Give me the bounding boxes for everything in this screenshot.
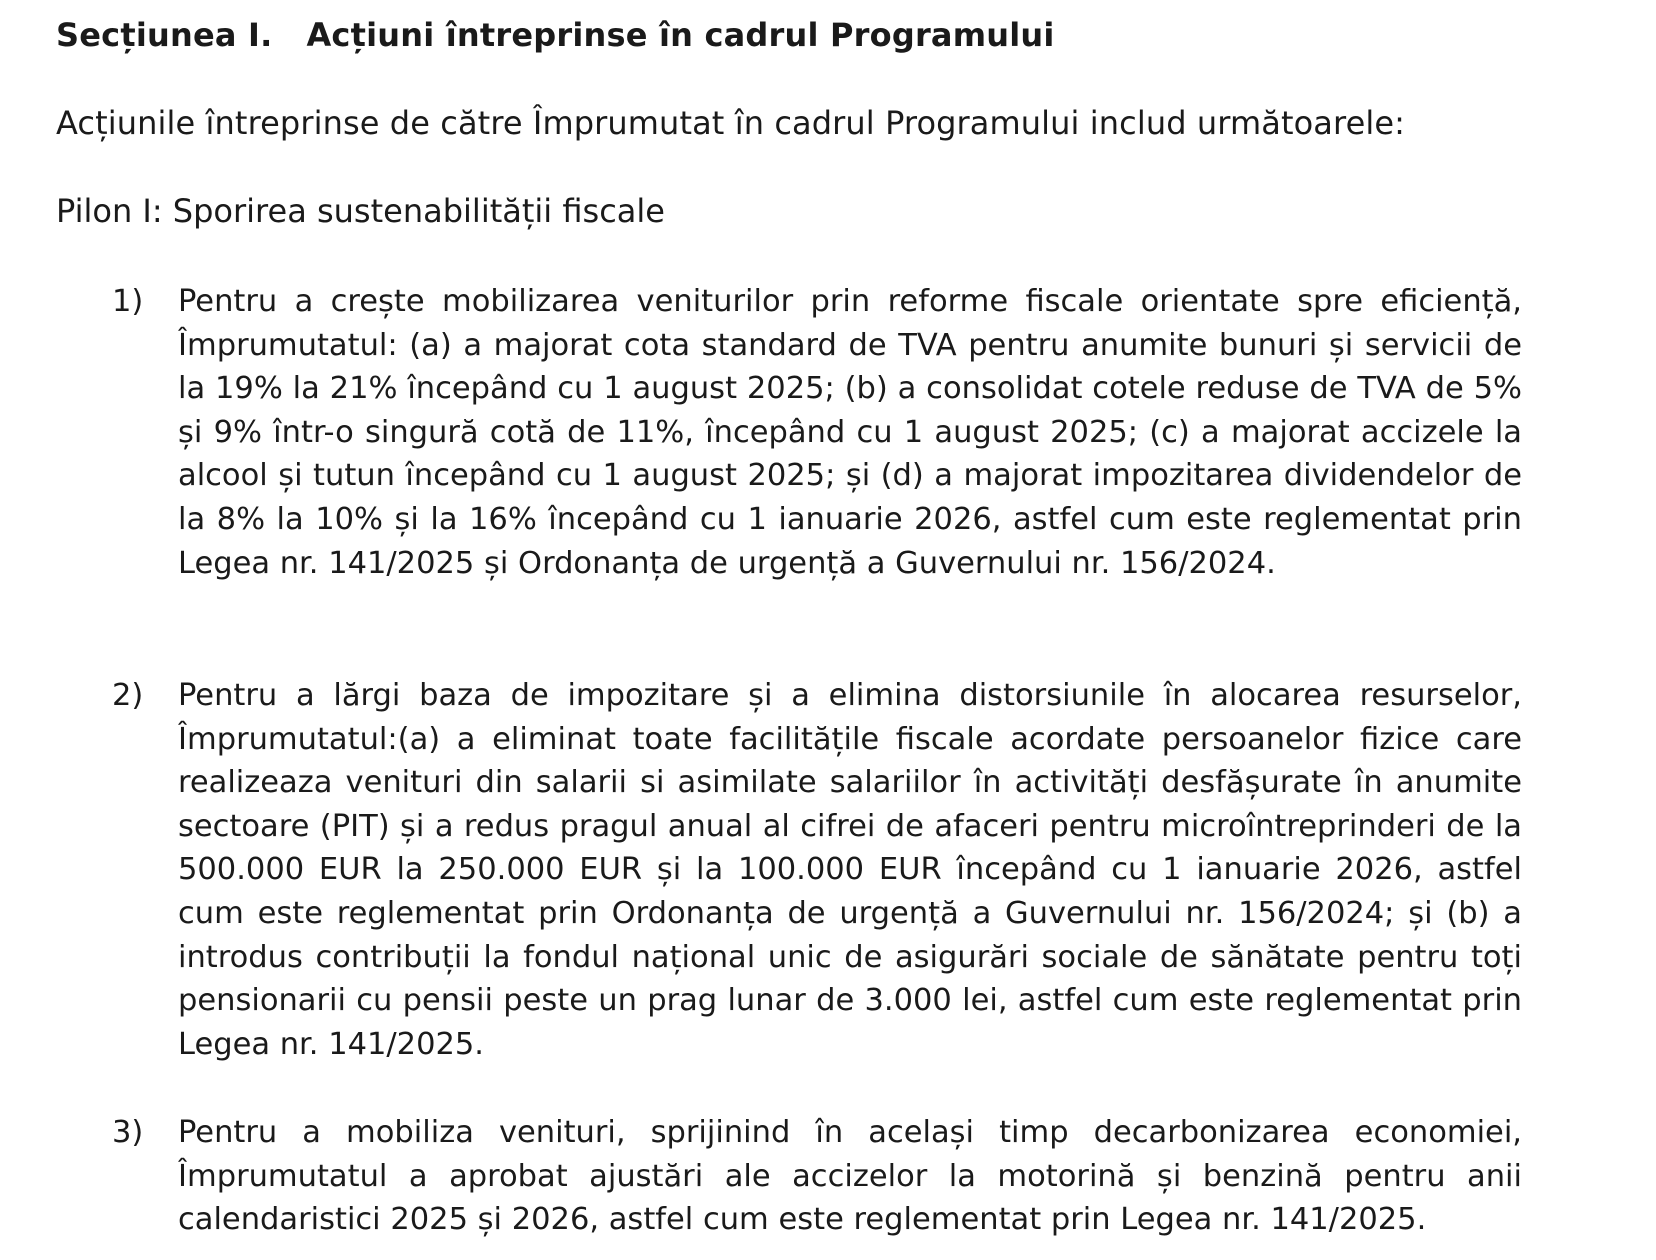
list-item-text: Pentru a mobiliza venituri, sprijinind în același timp decarbonizarea economiei, Împrumutatul a aprobat ajustări ale accizelor la motorină și benzină pentru anii calendaristici 2025 și 2026, astfel cum este reglementat prin Legea nr. 141/2025. (178, 1115, 1522, 1238)
pillar-heading: Pilon I: Sporirea sustenabilității fiscale (56, 192, 665, 230)
intro-paragraph: Acțiunile întreprinse de către Împrumutat în cadrul Programului includ următoarele: (56, 104, 1406, 142)
list-item (112, 1111, 1522, 1242)
section-heading (56, 16, 1055, 54)
list-item-number: 3) (112, 1115, 144, 1150)
list-item-text: Pentru a crește mobilizarea veniturilor prin reforme fiscale orientate spre eficiență, Împrumutatul: (a) a majorat cota standard de TVA pentru anumite bunuri și servicii de la 19% la 21% începând cu 1 august 2025; (b) a consolidat cotele reduse de TVA de 5% și 9% într-o singură cotă de 11%, începând cu 1 august 2025; (c) a majorat accizele la alcool și tutun începând cu 1 august 2025; și (d) a majorat impozitarea dividendelor de la 8% la 10% și la 16% începând cu 1 ianuarie 2026, astfel cum este reglementat prin Legea nr. 141/2025 și Ordonanța de urgență a Guvernului nr. 156/2024. (178, 284, 1522, 581)
list-item (112, 280, 1522, 585)
list-item-text: Pentru a lărgi baza de impozitare și a elimina distorsiunile în alocarea resurselor, Împrumutatul:(a) a eliminat toate facilitățile fiscale acordate persoanelor fizice care realizeaza venituri din salarii si asimilate salariilor în activități desfășurate în anumite sectoare (PIT) și a redus pragul anual al cifrei de afaceri pentru microîntreprinderi de la 500.000 EUR la 250.000 EUR și la 100.000 EUR începând cu 1 ianuarie 2026, astfel cum este reglementat prin Ordonanța de urgență a Guvernului nr. 156/2024; și (b) a introdus contribuții la fondul național unic de asigurări sociale de sănătate pentru toți pensionarii cu pensii peste un prag lunar de 3.000 lei, astfel cum este reglementat prin Legea nr. 141/2025. (178, 678, 1522, 1062)
list-item-number: 1) (112, 284, 144, 319)
list-item (112, 674, 1522, 1066)
list-item-number: 2) (112, 678, 144, 713)
section-number: Secțiunea I. (56, 16, 273, 54)
section-title: Acțiuni întreprinse în cadrul Programului (306, 16, 1055, 54)
